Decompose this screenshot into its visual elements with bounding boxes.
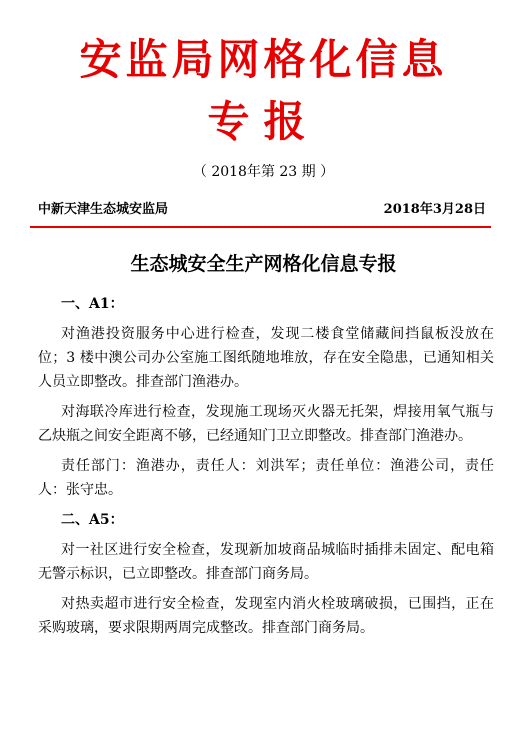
masthead-title-line1: 安监局网格化信息	[79, 35, 448, 84]
section-heading: 二、A5：	[61, 512, 124, 528]
document-body	[38, 292, 494, 646]
body-paragraph: 责任部门：渔港办，责任人：刘洪军；责任单位：渔港公司，责任人：张守忠。	[38, 458, 494, 498]
body-paragraph: 对渔港投资服务中心进行检查，发现二楼食堂储藏间挡鼠板没放在位；3 楼中澳公司办公室施工图纸随地堆放，存在安全隐患，已通知相关人员立即整改。排查部门渔港办。	[38, 326, 494, 390]
issue-number: （ 2018年第 23 期 ）	[192, 164, 335, 180]
section-heading: 一、A1：	[61, 296, 124, 312]
issuing-organization: 中新天津生态城安监局	[38, 202, 169, 217]
document-title: 生态城安全生产网格化信息专报	[130, 253, 397, 275]
body-paragraph: 对一社区进行安全检查，发现新加坡商品城临时插排未固定、配电箱无警示标识，已立即整改。排查部门商务局。	[38, 542, 494, 582]
issue-date: 2018年3月28日	[383, 202, 486, 217]
red-divider-line	[30, 226, 491, 228]
issue-info-row	[38, 198, 486, 218]
body-paragraph: 对热卖超市进行安全检查，发现室内消火栓玻璃破损，已围挡，正在采购玻璃，要求限期两周完成整改。排查部门商务局。	[38, 596, 494, 636]
masthead-title-line2: 专报	[207, 97, 320, 146]
body-paragraph: 对海联冷库进行检查，发现施工现场灭火器无托架，焊接用氧气瓶与乙炔瓶之间安全距离不够，已经通知门卫立即整改。排查部门渔港办。	[38, 404, 494, 444]
